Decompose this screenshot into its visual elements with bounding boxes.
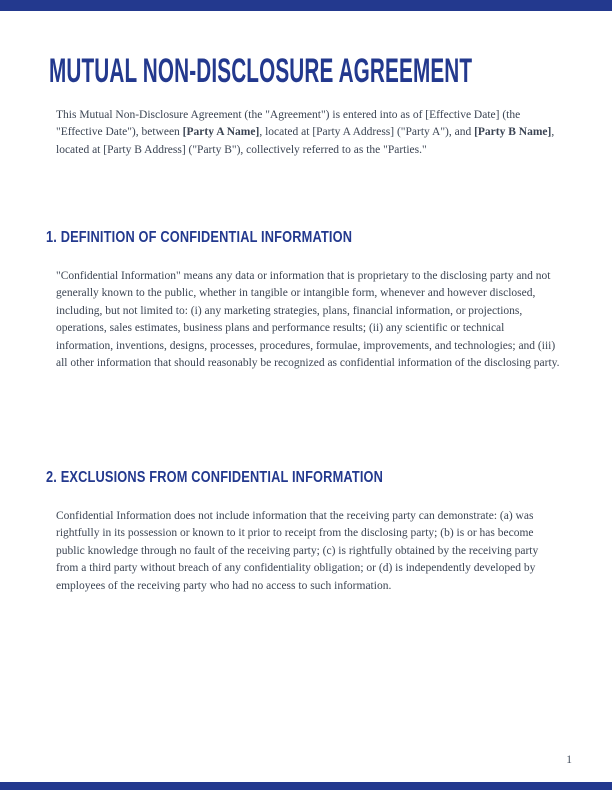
intro-paragraph [56,107,558,159]
intro-segment: , located at [Party A Address] ("Party A"), and [259,126,475,139]
section-1-heading: 1. DEFINITION OF CONFIDENTIAL INFORMATION [46,229,353,246]
section-1-body: "Confidential Information" means any data or information that is proprietary to the disclosing party and not generally known to the public, whether in tangible or intangible form, whenever and however disclosed, including, but not limited to: (i) any marketing strategies, plans, financial information, or projections, operations, sales estimates, business plans and performance results; (ii) any scientific or technical information, inventions, designs, processes, procedures, formulae, improvements, and technologies; and (iii) all other information that should reasonably be recognized as confidential information of the disclosing party. [56,270,560,370]
party-b-name-placeholder: [Party B Name] [474,126,552,139]
bottom-accent-bar [0,782,612,790]
section-2-heading: 2. EXCLUSIONS FROM CONFIDENTIAL INFORMATION [46,469,384,486]
section-2-body: Confidential Information does not include information that the receiving party can demonstrate: (a) was rightfully in its possession or known to it prior to receipt from the disclosing party; (b) is or has become public knowledge through no fault of the receiving party; (c) is rightfully obtained by the receiving party from a third party without breach of any confidentiality obligation; or (d) is independently developed by employees of the receiving party who had no access to such information. [56,510,539,592]
top-accent-bar [0,0,612,11]
document-title: MUTUAL NON-DISCLOSURE AGREEMENT [49,52,473,90]
intro-segment: , located at [Party B Address] ("Party B"), collectively referred to as the "Parties." [56,126,555,156]
party-a-name-placeholder: [Party A Name] [182,126,260,139]
page-number: 1 [566,754,572,766]
intro-segment: This Mutual Non-Disclosure Agreement (the "Agreement") is entered into as of [Effective Date] (the "Effective Date"), between [56,109,521,139]
